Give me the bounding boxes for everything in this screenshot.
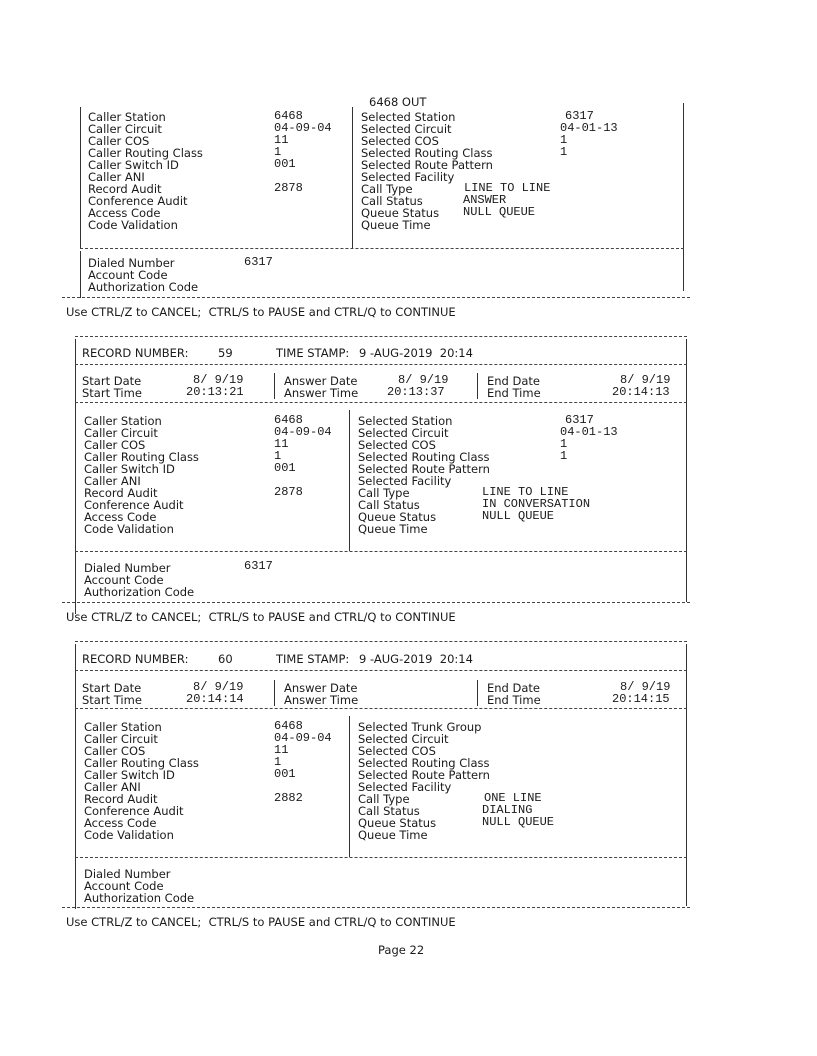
field-label: Caller COS — [84, 744, 146, 758]
field-label: Record Audit — [84, 486, 158, 500]
field-label: Queue Time — [358, 522, 428, 536]
field-label: Caller ANI — [84, 474, 141, 488]
time-stamp-label: TIME STAMP: — [276, 346, 350, 360]
field-label: Selected COS — [358, 744, 436, 758]
divider — [75, 364, 687, 365]
border-left — [75, 644, 76, 909]
record-number: 60 — [218, 652, 233, 666]
page-number: Page 22 — [378, 943, 425, 957]
out-line: 6468 OUT — [369, 95, 427, 109]
field-value: 1 — [560, 437, 568, 451]
field-label: Code Validation — [84, 522, 174, 536]
field-label: Queue Status — [361, 206, 440, 220]
column-divider — [477, 373, 478, 399]
field-label: Selected Facility — [358, 780, 452, 794]
field-value: 04-01-13 — [560, 425, 618, 439]
divider — [75, 551, 687, 552]
field-value: 2878 — [274, 485, 303, 499]
start-time: 20:13:21 — [186, 385, 244, 399]
column-divider — [274, 680, 275, 706]
record-number-label: RECORD NUMBER: — [82, 652, 189, 666]
field-value: 001 — [274, 157, 296, 171]
divider — [62, 907, 690, 908]
field-label: Dialed Number — [84, 561, 171, 575]
field-label: Selected Routing Class — [358, 756, 490, 770]
end-date-label: End Date — [487, 681, 540, 695]
field-value: 6468 — [274, 413, 303, 427]
field-label: Caller Switch ID — [84, 462, 175, 476]
field-value: 04-01-13 — [560, 121, 618, 135]
field-value: NULL QUEUE — [463, 205, 536, 219]
field-value: 1 — [274, 449, 282, 463]
end-date: 8/ 9/19 — [620, 680, 671, 694]
divider — [75, 708, 687, 709]
field-value: 11 — [274, 743, 289, 757]
column-divider — [349, 410, 350, 551]
field-label: Caller ANI — [88, 170, 145, 184]
field-value: 001 — [274, 767, 296, 781]
field-label: Access Code — [88, 206, 161, 220]
divider — [80, 248, 684, 249]
end-time-label: End Time — [487, 386, 541, 400]
field-label: Selected COS — [358, 438, 436, 452]
field-label: Caller Circuit — [88, 122, 162, 136]
column-divider — [274, 373, 275, 399]
field-label: Code Validation — [84, 828, 174, 842]
dialed-number-value: 6317 — [244, 255, 273, 269]
field-label: Authorization Code — [84, 585, 195, 599]
start-date-label: Start Date — [82, 681, 142, 695]
field-label: Selected Station — [358, 414, 453, 428]
field-label: Selected Facility — [358, 474, 452, 488]
field-label: Call Status — [358, 498, 420, 512]
field-label: Selected Route Pattern — [361, 158, 493, 172]
column-divider — [352, 107, 353, 248]
field-label: Account Code — [84, 573, 164, 587]
divider — [75, 670, 687, 671]
end-time: 20:14:13 — [612, 385, 670, 399]
field-value: DIALING — [482, 803, 533, 817]
field-label: Caller Circuit — [84, 426, 158, 440]
border-left — [80, 107, 81, 248]
field-label: Conference Audit — [88, 194, 188, 208]
field-value: 04-09-04 — [274, 731, 332, 745]
field-label: Access Code — [84, 510, 157, 524]
field-label: Selected Trunk Group — [358, 720, 482, 734]
field-value: 04-09-04 — [274, 121, 332, 135]
field-label: Record Audit — [88, 182, 162, 196]
dialed-number-value: 6317 — [244, 559, 273, 573]
field-label: Caller COS — [84, 438, 146, 452]
time-stamp-label: TIME STAMP: — [276, 652, 350, 666]
field-label: Queue Status — [358, 816, 437, 830]
field-label: Authorization Code — [84, 891, 195, 905]
field-label: Call Status — [361, 194, 423, 208]
field-value: IN CONVERSATION — [482, 497, 591, 511]
answer-time: 20:13:37 — [387, 385, 445, 399]
field-label: Selected Route Pattern — [358, 462, 490, 476]
start-time: 20:14:14 — [186, 692, 244, 706]
cancel-prompt: Use CTRL/Z to CANCEL; CTRL/S to PAUSE and CTRL/Q to CONTINUE — [66, 305, 456, 319]
field-label: Selected COS — [361, 134, 439, 148]
field-label: Call Type — [358, 486, 410, 500]
start-time-label: Start Time — [82, 693, 142, 707]
column-divider — [477, 680, 478, 706]
answer-date-label: Answer Date — [284, 374, 358, 388]
field-value: 04-09-04 — [274, 425, 332, 439]
divider — [75, 336, 687, 337]
time-stamp: 9 -AUG-2019 20:14 — [359, 652, 473, 666]
field-label: Queue Time — [361, 218, 431, 232]
divider — [62, 602, 690, 603]
field-value: 1 — [560, 145, 568, 159]
field-label: Caller Switch ID — [84, 768, 175, 782]
field-value: 1 — [274, 755, 282, 769]
record-number: 59 — [218, 346, 233, 360]
field-label: Account Code — [88, 268, 168, 282]
field-label: Caller Circuit — [84, 732, 158, 746]
cancel-prompt: Use CTRL/Z to CANCEL; CTRL/S to PAUSE and CTRL/Q to CONTINUE — [66, 610, 456, 624]
field-label: Caller Station — [84, 720, 162, 734]
field-value: NULL QUEUE — [482, 815, 555, 829]
record-number-label: RECORD NUMBER: — [82, 346, 189, 360]
field-value: 11 — [274, 437, 289, 451]
field-label: Selected Routing Class — [361, 146, 493, 160]
field-label: Dialed Number — [84, 867, 171, 881]
field-value: ANSWER — [463, 193, 507, 207]
field-label: Selected Circuit — [358, 732, 449, 746]
field-value: 6317 — [565, 109, 594, 123]
start-date: 8/ 9/19 — [193, 680, 244, 694]
field-value: 6317 — [565, 413, 594, 427]
field-label: Caller Station — [84, 414, 162, 428]
end-date-label: End Date — [487, 374, 540, 388]
border-left — [80, 251, 81, 298]
divider — [75, 857, 687, 858]
start-date-label: Start Date — [82, 374, 142, 388]
field-label: Conference Audit — [84, 804, 184, 818]
field-label: Caller Station — [88, 110, 166, 124]
answer-time-label: Answer Time — [284, 693, 359, 707]
field-value: 1 — [274, 145, 282, 159]
field-value: NULL QUEUE — [482, 509, 555, 523]
field-label: Record Audit — [84, 792, 158, 806]
field-value: LINE TO LINE — [482, 485, 569, 499]
answer-date-label: Answer Date — [284, 681, 358, 695]
divider — [75, 641, 687, 642]
field-label: Selected Routing Class — [358, 450, 490, 464]
field-label: Selected Circuit — [361, 122, 452, 136]
field-label: Caller ANI — [84, 780, 141, 794]
field-label: Selected Station — [361, 110, 456, 124]
field-value: 2882 — [274, 791, 303, 805]
divider — [62, 297, 690, 298]
start-date: 8/ 9/19 — [193, 373, 244, 387]
field-label: Authorization Code — [88, 280, 199, 294]
end-date: 8/ 9/19 — [620, 373, 671, 387]
border-right — [683, 103, 684, 291]
field-label: Caller Switch ID — [88, 158, 179, 172]
end-time: 20:14:15 — [612, 692, 670, 706]
end-time-label: End Time — [487, 693, 541, 707]
field-label: Dialed Number — [88, 256, 175, 270]
field-label: Queue Time — [358, 828, 428, 842]
field-value: 1 — [560, 133, 568, 147]
field-label: Account Code — [84, 879, 164, 893]
column-divider — [349, 716, 350, 857]
field-label: Caller Routing Class — [84, 756, 199, 770]
field-label: Caller COS — [88, 134, 150, 148]
border-right — [686, 644, 687, 906]
answer-date: 8/ 9/19 — [398, 373, 449, 387]
field-label: Caller Routing Class — [88, 146, 203, 160]
field-label: Call Type — [358, 792, 410, 806]
border-right — [686, 339, 687, 602]
field-label: Conference Audit — [84, 498, 184, 512]
field-label: Access Code — [84, 816, 157, 830]
field-label: Selected Circuit — [358, 426, 449, 440]
field-label: Code Validation — [88, 218, 178, 232]
answer-time-label: Answer Time — [284, 386, 359, 400]
field-value: LINE TO LINE — [464, 181, 551, 195]
field-value: 6468 — [274, 719, 303, 733]
field-value: 6468 — [274, 109, 303, 123]
field-value: 11 — [274, 133, 289, 147]
field-value: 1 — [560, 449, 568, 463]
start-time-label: Start Time — [82, 386, 142, 400]
border-left — [75, 339, 76, 614]
field-label: Call Status — [358, 804, 420, 818]
field-value: 001 — [274, 461, 296, 475]
divider — [75, 402, 687, 403]
field-label: Caller Routing Class — [84, 450, 199, 464]
cancel-prompt: Use CTRL/Z to CANCEL; CTRL/S to PAUSE and CTRL/Q to CONTINUE — [66, 915, 456, 929]
field-label: Selected Route Pattern — [358, 768, 490, 782]
field-label: Queue Status — [358, 510, 437, 524]
field-label: Selected Facility — [361, 170, 455, 184]
field-value: 2878 — [274, 181, 303, 195]
time-stamp: 9 -AUG-2019 20:14 — [359, 346, 473, 360]
field-label: Call Type — [361, 182, 413, 196]
field-value: ONE LINE — [484, 791, 542, 805]
